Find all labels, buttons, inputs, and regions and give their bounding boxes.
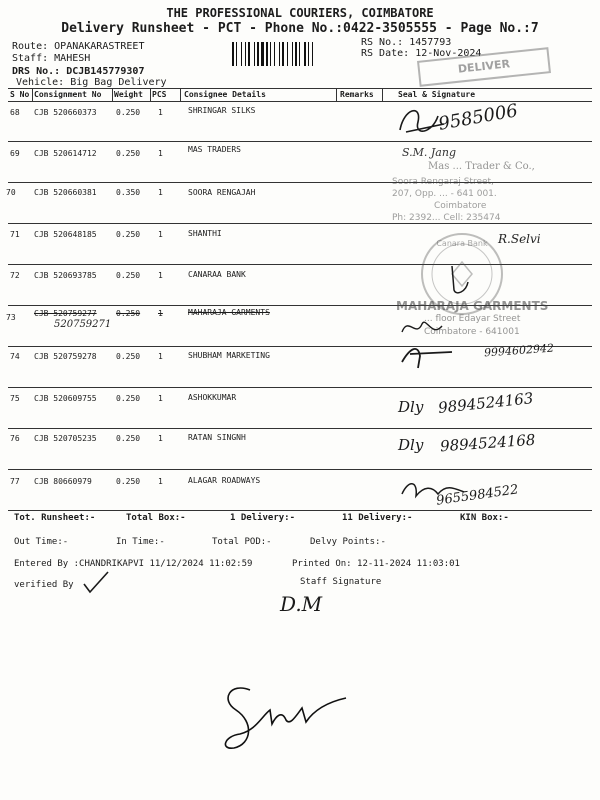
row-consignee: CANARAA BANK xyxy=(188,270,246,279)
kin-box: KIN Box:- xyxy=(460,513,509,523)
bottom-signature xyxy=(210,680,360,760)
row-sno: 74 xyxy=(10,352,20,361)
row-consignee: SHANTHI xyxy=(188,229,222,238)
row-consignment: CJB 520614712 xyxy=(34,149,97,158)
rs-no-line xyxy=(361,37,451,48)
col-consignment: Consignment No xyxy=(34,90,102,99)
row-pcs: 1 xyxy=(158,149,163,158)
row-pcs: 1 xyxy=(158,230,163,239)
signature-note-75: 9894524163 xyxy=(437,389,535,417)
row-weight: 0.250 xyxy=(116,309,141,318)
signature-note-76: 9894524168 xyxy=(439,430,536,456)
delvy-points: Delvy Points:- xyxy=(310,537,386,547)
stamp-maharaja-line-1: MAHARAJA GARMENTS xyxy=(396,299,549,313)
stamp-soora-line-4: Ph: 2392... Cell: 235474 xyxy=(392,213,501,223)
col-pcs: PCS xyxy=(152,90,167,99)
seal-bank-text: Canara Bank xyxy=(436,239,488,248)
row-consignee: SHRINGAR SILKS xyxy=(188,106,256,115)
printed-on: Printed On: 12-11-2024 11:03:01 xyxy=(292,559,460,569)
row-consignee: SHUBHAM MARKETING xyxy=(188,351,270,360)
row-sno: 75 xyxy=(10,394,20,403)
row-sno: 73 xyxy=(6,313,16,322)
row-consignee: ALAGAR ROADWAYS xyxy=(188,476,261,485)
stamp-soora xyxy=(392,176,500,224)
row-pcs: 1 xyxy=(158,434,163,443)
row-pcs: 1 xyxy=(158,108,163,117)
col-sno: S No xyxy=(10,90,30,99)
row-consignee: RATAN SINGNH xyxy=(188,433,246,442)
col-consignee: Consignee Details xyxy=(184,90,266,99)
row-sno: 71 xyxy=(10,230,20,239)
row-sno: 69 xyxy=(10,149,20,158)
stamp-soora-line-2: 207, Opp. ... - 641 001. xyxy=(392,189,497,199)
row-consignee: SOORA RENGAJAH xyxy=(188,188,256,197)
row-consignment: CJB 520705235 xyxy=(34,434,97,443)
signature-68 xyxy=(392,102,452,142)
stamp-mas-traders xyxy=(388,160,535,173)
signature-note-71: R.Selvi xyxy=(498,232,541,246)
row-weight: 0.250 xyxy=(116,477,141,486)
col-seal-signature: Seal & Signature xyxy=(398,90,476,99)
row-consignment: CJB 520759277 xyxy=(34,309,97,318)
col-remarks: Remarks xyxy=(340,90,374,99)
staff-signature-ink: D.M xyxy=(280,592,323,616)
vehicle-value: Big Bag Delivery xyxy=(70,77,167,88)
row-weight: 0.350 xyxy=(116,188,141,197)
vehicle-label: Vehicle: xyxy=(16,77,65,88)
entered-by: Entered By :CHANDRIKAPVI 11/12/2024 11:02:59 xyxy=(14,559,253,569)
row-pcs: 1 xyxy=(158,394,163,403)
drs-value: DCJB145779307 xyxy=(66,66,145,77)
rs-no-label: RS No.: xyxy=(361,37,404,48)
row-pcs: 1 xyxy=(158,309,163,318)
total-pod: Total POD:- xyxy=(212,537,272,547)
barcode xyxy=(232,42,350,66)
stamp-maharaja-line-2: ... floor Edayar Street xyxy=(424,314,521,324)
row-consignment: CJB 520759278 xyxy=(34,352,97,361)
signature-note-74: 9994602942 xyxy=(483,341,555,360)
route-line xyxy=(12,41,144,52)
stamp-soora-line-3: Coimbatore xyxy=(434,201,487,211)
col-weight: Weight xyxy=(114,90,143,99)
signature-note-69: S.M. Jang xyxy=(402,146,456,159)
signature-72 xyxy=(444,262,474,298)
stamp-maharaja-line-3: Coimbatore - 641001 xyxy=(424,327,520,337)
row-weight: 0.250 xyxy=(116,434,141,443)
staff-signature-label: Staff Signature xyxy=(300,577,382,587)
row-sno: 68 xyxy=(10,108,20,117)
row-pcs: 1 xyxy=(158,477,163,486)
rs-no-value: 1457793 xyxy=(409,37,452,48)
row-weight: 0.250 xyxy=(116,271,141,280)
row-sno: 72 xyxy=(10,271,20,280)
table-row xyxy=(8,182,592,223)
signature-note-68: 9585006 xyxy=(436,100,520,135)
rs-date-label: RS Date: xyxy=(361,48,410,59)
row-consignment: CJB 520648185 xyxy=(34,230,97,239)
row-pcs: 1 xyxy=(158,188,163,197)
row-consignment: CJB 520660381 xyxy=(34,188,97,197)
out-time: Out Time:- xyxy=(14,537,69,547)
row-pcs: 1 xyxy=(158,271,163,280)
row-weight: 0.250 xyxy=(116,230,141,239)
row-consignment: CJB 520609755 xyxy=(34,394,97,403)
row-consignment: CJB 520660373 xyxy=(34,108,97,117)
row-sno: 77 xyxy=(10,477,20,486)
stamp-mas-line: Mas ... Trader & Co., xyxy=(428,161,535,172)
in-time: In Time:- xyxy=(116,537,165,547)
signature-74 xyxy=(396,338,456,372)
delivery-1: 1 Delivery:- xyxy=(230,513,296,523)
row-weight: 0.250 xyxy=(116,352,141,361)
row-weight: 0.250 xyxy=(116,394,141,403)
route-label: Route: xyxy=(12,41,49,52)
rs-date-value: 12-Nov-2024 xyxy=(415,48,482,59)
sheet-title: Delivery Runsheet - PCT - Phone No.:0422-3505555 - Page No.:7 xyxy=(61,21,539,36)
drs-line xyxy=(12,66,144,77)
signature-label-76: Dly xyxy=(398,436,424,454)
delivery-11: 11 Delivery:- xyxy=(342,513,413,523)
handwritten-correction: 520759271 xyxy=(54,319,112,330)
drs-label: DRS No.: xyxy=(12,66,61,77)
staff-value: MAHESH xyxy=(54,53,91,64)
row-consignment: CJB 80660979 xyxy=(34,477,92,486)
tot-runsheet: Tot. Runsheet:- xyxy=(14,513,96,523)
row-weight: 0.250 xyxy=(116,108,141,117)
row-consignee: MAS TRADERS xyxy=(188,145,241,154)
row-consignment: CJB 520693785 xyxy=(34,271,97,280)
company-title: THE PROFESSIONAL COURIERS, COIMBATORE xyxy=(166,6,434,20)
row-sno: 70 xyxy=(6,188,16,197)
verified-tick-mark xyxy=(78,568,118,598)
row-sno: 76 xyxy=(10,434,20,443)
signature-note-77: 9655984522 xyxy=(435,482,520,509)
row-weight: 0.250 xyxy=(116,149,141,158)
route-value: OPANAKARASTREET xyxy=(54,41,145,52)
vehicle-line xyxy=(16,77,167,88)
row-consignee: ASHOKKUMAR xyxy=(188,393,237,402)
stamp-soora-line-1: Soora Rengaraj Street, xyxy=(392,177,494,187)
row-pcs: 1 xyxy=(158,352,163,361)
row-consignee: MAHARAJA GARMENTS xyxy=(188,308,270,317)
staff-line xyxy=(12,53,90,64)
staff-label: Staff: xyxy=(12,53,49,64)
delivered-stamp: DELIVER xyxy=(417,47,551,87)
total-box: Total Box:- xyxy=(126,513,186,523)
signature-label-75: Dly xyxy=(398,398,424,416)
verified-by: verified By xyxy=(14,580,74,590)
